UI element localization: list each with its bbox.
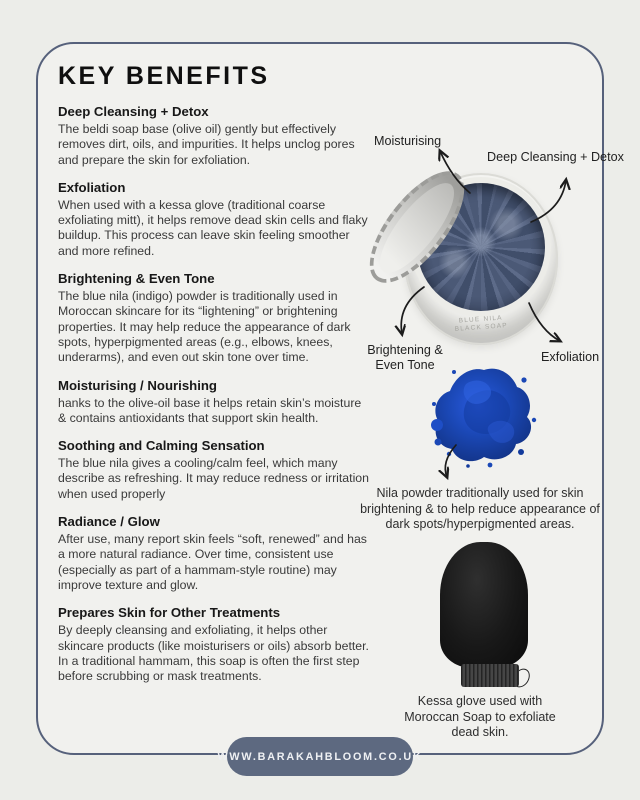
website-url: WWW.BARAKAHBLOOM.CO.UK — [217, 750, 423, 763]
benefit-brightening — [58, 271, 372, 365]
annotation-brightening: Brightening & Even Tone — [367, 343, 443, 372]
benefit-heading: Soothing and Calming Sensation — [58, 438, 265, 454]
benefit-body: hanks to the olive-oil base it helps retain skin’s moisture & contains antioxidants that support skin health. — [58, 395, 362, 425]
jar-label-line1: BLUE NILA — [458, 314, 503, 325]
annotation-deep-cleansing: Deep Cleansing + Detox — [487, 150, 624, 164]
glove-cuff — [461, 664, 519, 687]
nila-caption: Nila powder traditionally used for skin brightening & to help reduce appearance of dark spots/hyperpigmented areas. — [360, 486, 600, 531]
benefit-body: By deeply cleansing and exfoliating, it helps other skincare products (like moisturisers or oils) absorb better. In a traditional hammam, this soap is often the first step before scrubbing or mask treatments. — [58, 623, 369, 684]
benefit-heading: Brightening & Even Tone — [58, 271, 215, 287]
benefit-body: The blue nila gives a cooling/calm feel, which many describe as refreshing. It may reduce redness or irritation when used properly — [58, 456, 369, 501]
benefit-prepares-skin — [58, 605, 372, 684]
kessa-caption: Kessa glove used with Moroccan Soap to exfoliate dead skin. — [404, 694, 556, 739]
website-badge — [217, 737, 423, 776]
kessa-glove-photo — [440, 542, 528, 668]
page-title: KEY BENEFITS — [58, 62, 270, 90]
annotation-exfoliation: Exfoliation — [541, 350, 600, 364]
benefit-body: The blue nila (indigo) powder is traditionally used in Moroccan skincare for its “lightening” or brightening properties. It may help reduce the appearance of dark spots, hyperpigmented areas (e.g., elbows, knees, underarms), and even out skin tone over time. — [58, 289, 351, 365]
jar-lid-photo — [360, 166, 470, 290]
benefit-body: When used with a kessa glove (traditional coarse exfoliating mitt), it helps remove dead skin cells and flaky buildup. This process can leave skin feeling smoother and more refined. — [58, 197, 368, 258]
benefit-heading: Moisturising / Nourishing — [58, 377, 217, 393]
benefit-heading: Deep Cleansing + Detox — [58, 104, 209, 119]
jar-label-line2: BLACK SOAP — [454, 321, 509, 333]
jar-label-text — [426, 312, 537, 335]
benefit-heading: Prepares Skin for Other Treatments — [58, 605, 281, 621]
annotation-moisturising: Moisturising — [374, 134, 442, 148]
benefit-heading: Exfoliation — [58, 179, 126, 195]
benefit-exfoliation — [58, 180, 372, 259]
benefit-moisturising — [58, 378, 372, 427]
benefit-heading: Radiance / Glow — [58, 514, 160, 530]
nila-powder-photo — [424, 362, 544, 470]
benefit-body: The beldi soap base (olive oil) gently but effectively removes dirt, oils, and impurities. It helps unclog pores and prepare the skin for exfoliation. — [58, 122, 355, 167]
benefit-deep-cleansing — [58, 104, 372, 168]
benefit-soothing — [58, 438, 372, 502]
benefits-list — [58, 104, 372, 696]
benefit-body: After use, many report skin feels “soft, renewed” and has a more natural radiance. Over time, consistent use (especially as part of a hammam-style routine) may improve texture and glow. — [58, 532, 367, 592]
benefit-radiance — [58, 514, 372, 593]
